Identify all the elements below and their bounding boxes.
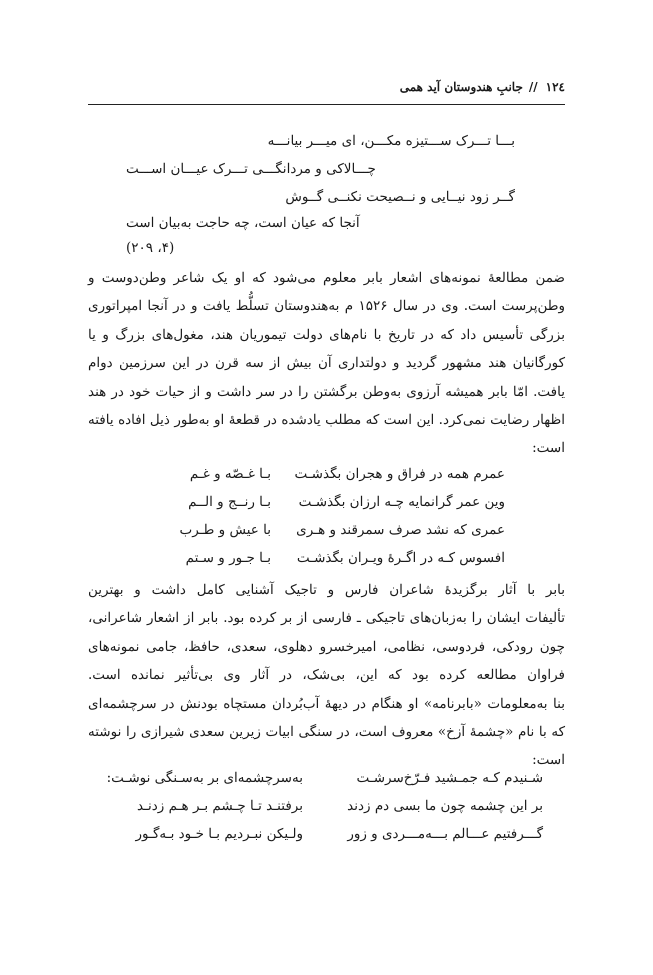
hemistich-second: با عیش و طـرب: [179, 522, 271, 538]
text-line: فراوان مطالعه کرده بود که این، بی‌شک، در آثار وی بی‌تأثیر نمانده است.: [88, 667, 565, 684]
text-line: بزرگی تأسیس داد که در تاریخ با نام‌های دولت تیموریان هند، مغول‌های بزرگ و یا: [88, 326, 565, 343]
couplet: [186, 550, 505, 566]
text-line: یافت. امّا بابر همیشه آرزوی به‌وطن برگشتن را در سر داشت و از حیات خود در هند: [88, 383, 565, 400]
verse-line: گــر زود نیــایی و نــصیحت نکنــی گــوش: [285, 189, 515, 205]
couplet: [107, 770, 543, 786]
couplet: [188, 494, 505, 510]
hemistich-first: بر این چشمه چون ما بسی دم زدند: [347, 798, 543, 814]
hemistich-first: افسوس کـه در اگـرهٔ ویـران بگذشـت: [296, 550, 505, 566]
text-line: بابر با آثار برگزیدهٔ شاعران فارس و تاجیک آشنایی کامل داشت و بهترین: [88, 582, 565, 598]
header-rule: [88, 104, 565, 105]
text-line: بنا به‌معلومات «بابرنامه» او هنگام در دیههٔ آب‌بُردان مستچاه بودنش در سرچشمه‌ای: [88, 695, 565, 712]
text-line: ضمن مطالعهٔ نمونه‌های اشعار بابر معلوم می‌شود که او یک شاعر وطن‌دوست و: [88, 270, 565, 286]
text-line: کورگانیان هند مشهور گردید و دولتداری آن بیش از سه قرن در این سرزمین دوام: [88, 355, 565, 372]
running-header: [88, 80, 565, 94]
text-line: که با نام «چشمهٔ آزخ» معروف است، در سنگی ابیات زیرین سعدی شیرازی را نوشته: [88, 724, 565, 741]
running-title: جانبِ هندوستان آید همی: [399, 80, 523, 94]
paragraph-1: [88, 264, 565, 463]
header-separator: //: [528, 80, 538, 94]
hemistich-second: بـا غـصّه و غـم: [189, 466, 271, 482]
text-line: تألیفات ایشان را به‌زبان‌های تاجیکی ـ فارسی از بر کرده بود. بابر از اشعار شاعرانی،: [88, 610, 565, 627]
couplet: [136, 826, 543, 842]
hemistich-second: ولـیکن نبـردیم بـا خـود بـه‌گـور: [135, 826, 303, 842]
text-line: وطن‌پرست است. وی در سال ۱۵۲۶ م به‌هندوستان تسلُّط یافت و در آنجا امپراتوری: [88, 298, 565, 315]
page-number: ۱۲٤: [545, 80, 565, 94]
hemistich-second: بـا جـور و سـتم: [185, 550, 271, 566]
verse-line: چـــالاکی و مردانگـــی تـــرک عیـــان اســـت: [126, 161, 376, 177]
text-line: چون رودکی، فردوسی، نظامی، امیرخسرو دهلوی، سعدی، حافظ، جامی نمونه‌های: [88, 638, 565, 655]
text-line: است:: [532, 752, 565, 769]
couplet: [137, 798, 543, 814]
hemistich-first: عمرم همه در فراق و هجران بگذشـت: [294, 466, 505, 482]
verse-line: بـــا تـــرک ســـتیزه مکـــن، ای میـــر بیانـــه: [267, 133, 515, 149]
text-line: اظهار رضایت نمی‌کرد. این است که مطلب یادشده در قطعهٔ او به‌طور ذیل افاده یافته: [88, 412, 565, 429]
text-line: است:: [532, 440, 565, 457]
hemistich-second: به‌سرچشمه‌ای بر به‌سـنگی نوشـت:: [106, 770, 303, 786]
paragraph-2: [88, 576, 565, 775]
opening-verses: [88, 125, 565, 265]
saadi-poem: [88, 770, 565, 860]
verse-line: آنجا که عیان است، چه حاجت به‌بیان است: [126, 215, 360, 231]
hemistich-first: شـنیدم کـه جمـشید فـرّخ‌سرشـت: [356, 770, 543, 786]
hemistich-first: وین عمر گرانمایه چـه ارزان بگذشـت: [298, 494, 505, 510]
hemistich-first: گـــرفتیم عـــالم بـــه‌مـــردی و زور: [347, 826, 543, 842]
couplet: [190, 466, 505, 482]
couplet: [180, 522, 505, 538]
hemistich-second: برفتنـد تـا چـشم بـر هـم زدنـد: [136, 798, 303, 814]
hemistich-first: عمری که نشد صرف سمرقند و هـری: [296, 522, 505, 538]
hemistich-second: بـا رنــج و الــم: [188, 494, 271, 510]
qita-poem: [88, 466, 565, 586]
verse-citation: (۴، ۲۰۹): [126, 240, 175, 256]
